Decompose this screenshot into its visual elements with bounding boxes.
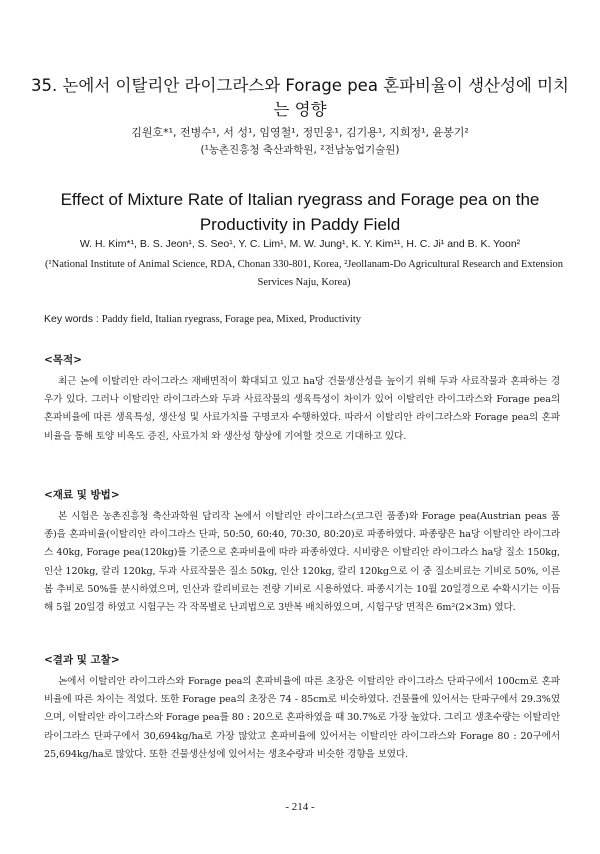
section-heading: <목적> — [44, 354, 82, 366]
section-purpose — [44, 352, 560, 446]
section-heading: <재료 및 방법> — [44, 489, 120, 501]
section-heading: <결과 및 고찰> — [44, 654, 120, 666]
section-body: 본 시험은 농촌진흥청 축산과학원 답리작 논에서 이탈리안 라이그라스(코그린 품종)와 Forage pea(Austrian peas 품종)을 혼파비율(이탈리안 라이그라스 단파, 50:50, 60:40, 70:30, 80:20)로 파종하였다. 파종량은 ha당 이탈리안 라이그라스 40kg, Forage pea(120kg)를 기준으로 혼파비율에 따라 파종하였다. 시비량은 이탈리안 라이그라스 ha당 질소 150kg, 인산 120kg, 칼리 120kg, 두과 사료작물은 질소 50kg, 인산 120kg, 칼리 120kg으로 이 중 질소비료는 기비로 50%, 이른 봄 추비로 50%를 분시하였으며, 인산과 칼리비료는 전량 기비로 시용하였다. 파종시기는 10월 20일경으로 수확시기는 이듬해 5월 20일경 하였고 시험구는 각 작목별로 난괴법으로 3반복 배치하였으며, 시험구당 면적은 6m²(2×3m) 였다. — [44, 511, 560, 614]
section-methods — [44, 487, 560, 617]
section-body: 최근 논에 이탈리안 라이그라스 재배면적이 확대되고 있고 ha당 건물생산성을 높이기 위해 두과 사료작물과 혼파하는 경우가 있다. 그러나 이탈리안 라이그라스와 두과 사료작물의 생육특성이 차이가 있어 이탈리안 라이그라스와 Forage pea의 혼파비율에 따른 생육특성, 생산성 및 사료가치를 구명코자 수행하였다. 따라서 이탈리안 라이그라스와 Forage pea의 혼파비율을 통해 토양 비옥도 증진, 사료가치 와 생산성 향상에 기여할 것으로 기대하고 있다. — [44, 376, 560, 442]
korean-authors: 김원호*¹, 전병수¹, 서 성¹, 임영철¹, 정민웅¹, 김기용¹, 지희정¹, 윤봉기² — [131, 126, 469, 139]
section-body: 논에서 이탈리안 라이그라스와 Forage pea의 혼파비율에 따른 초장은 이탈리안 라이그라스 단파구에서 100cm로 혼파비율에 따른 차이는 적었다. 또한 Forage pea의 초장은 74 - 85cm로 비슷하였다. 건물률에 있어서는 단파구에서 29.3%였으며, 이탈리안 라이그라스와 Forage pea를 80 : 20으로 혼파하였을 때 30.7%로 가장 높았다. 그리고 생초수량는 이탈리안 라이그라스 단파구에서 30,694kg/ha로 가장 많았고 혼파비율에 있어서는 이탈리안 라이그라스와 Forage 80 : 20구에서 25,694kg/ha로 많았다. 또한 건물생산성에 있어서는 생초수량과 비슷한 경향을 보였다. — [44, 676, 560, 760]
page-number: - 214 - — [285, 801, 315, 813]
korean-title: 35. 논에서 이탈리안 라이그라스와 Forage pea 혼파비율이 생산성에 미치는 영향 — [31, 76, 569, 119]
english-authors: W. H. Kim*¹, B. S. Jeon¹, S. Seo¹, Y. C. Lim¹, M. W. Jung¹, K. Y. Kim¹¹, H. C. Ji¹ and B. K. Yoon² — [79, 238, 521, 250]
english-affiliation: (¹National Institute of Animal Science, RDA, Chonan 330-801, Korea, ²Jeollanam-Do Agricultural Research and Extension Services Naju, Korea) — [44, 259, 564, 288]
korean-affiliation: (¹농촌진흥청 축산과학원, ²전남농업기술원) — [200, 144, 400, 156]
english-title: Effect of Mixture Rate of Italian ryegrass and Forage pea on the Productivity in Paddy Field — [60, 190, 540, 234]
keywords-value: Paddy field, Italian ryegrass, Forage pea, Mixed, Productivity — [101, 314, 362, 325]
section-results — [44, 652, 560, 764]
keywords-label: Key words : — [44, 313, 99, 325]
keywords-line — [44, 313, 564, 325]
